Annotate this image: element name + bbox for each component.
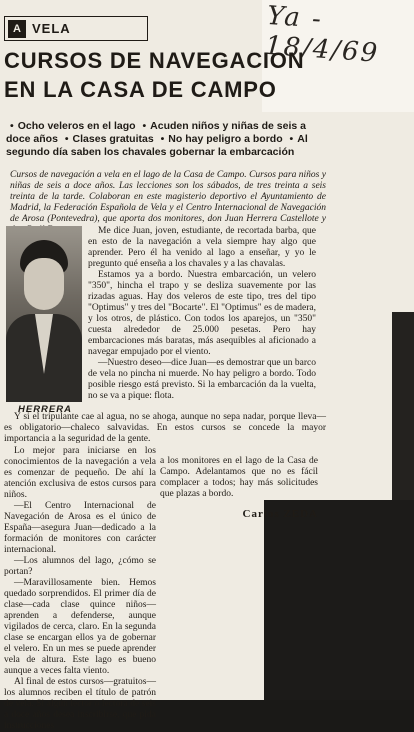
paragraph: Y si el tripulante cae al agua, no se ahoga, aunque no sepa nadar, porque lleva—es obligatorio—chaleco salvavidas. En estos cursos se concede la mayor importancia a la seguridad de la gente. bbox=[4, 412, 326, 444]
paragraph: Me dice Juan, joven, estudiante, de recortada barba, que en esto de la navegación a vela siempre hay algo que aprender. Pero él ha venido al lago a enseñar, y yo le pregunto qué enseña a los chavales y a las chavalas. bbox=[88, 226, 316, 269]
paragraph: —Nuestro deseo—dice Juan—es demostrar que un barco de vela no pincha ni muerde. No hay peligro a bordo. Todo posible riesgo está previsto. Si la embarcación da la vuelta, no se va a pique: flota. bbox=[88, 358, 316, 401]
body-full-width bbox=[4, 412, 326, 445]
background-surface bbox=[264, 500, 414, 700]
subhead-5: Al segundo día saben los chavales gobernar la embarcación bbox=[6, 133, 308, 158]
headline bbox=[4, 46, 334, 104]
subhead-2: Acuden niños y niñas de seis a doce años bbox=[6, 120, 306, 145]
subhead-3: Clases gratuitas bbox=[72, 133, 154, 145]
newspaper-logo-icon: A bbox=[8, 20, 26, 38]
body-column-left bbox=[4, 446, 156, 732]
paragraph: a los monitores en el lago de la Casa de Campo. Adelantamos que no es fácil complacer a todos; hay más solicitudes que plazas a bordo. bbox=[160, 455, 318, 499]
subhead-4: No hay peligro a bordo bbox=[168, 133, 283, 145]
author-signature: Carlos ZEDA bbox=[242, 508, 318, 520]
paragraph: —El Centro Internacional de Navegación de Arosa es el único de España—asegura Juan—dedicado a la formación de monitores con carácter internacional. bbox=[4, 501, 156, 555]
body-column-middle bbox=[160, 446, 318, 520]
section-header bbox=[4, 16, 148, 41]
body-column-right bbox=[88, 226, 316, 402]
paragraph: Estamos ya a bordo. Nuestra embarcación, un velero "350", hincha el trapo y se desliza suavemente por las rizadas aguas. Hay dos veleros de este tipo, tres del tipo "Optimus" y tres del "Bocarte". El "Optimus" es de madera, y los otros, de plástico. Con todos los aparejos, un "350" cuesta alrededor de 25.000 pesetas. Pero hay embarcaciones más baratas, más asequibles al aficionado a navegar empujado por el viento. bbox=[88, 270, 316, 357]
paragraph: —Maravillosamente bien. Hemos quedado sorprendidos. El primer día de clase—cada clase quince niños—aprenden a defenderse, aunque vigilados de cerca, claro. En la segunda clase se encargan ellos ya de gobernar el velero. En un mes se puede aprender vela de altura. Este lago es bueno aunque a veces falta viento. bbox=[4, 578, 156, 676]
portrait-photo bbox=[6, 226, 82, 402]
section-label: VELA bbox=[32, 21, 71, 36]
background-edge bbox=[392, 312, 414, 500]
paragraph: Lo mejor para iniciarse en los conocimientos de la navegación a vela es comenzar de pequeño. De ahí la atención exclusiva de estos cursos para niños. bbox=[4, 446, 156, 500]
subheadings: • Ocho veleros en el lago • Acuden niños y niñas de seis a doce años • Clases gratuitas • No hay peligro a bordo • Al segundo día saben los chavales gobernar la embarcación bbox=[6, 120, 308, 158]
photo-caption: HERRERA bbox=[18, 404, 72, 415]
handwritten-date: Ya - 18/4/69 bbox=[264, 0, 381, 69]
paragraph: —Los alumnos del lago, ¿cómo se portan? bbox=[4, 556, 156, 577]
headline-line-1: CURSOS DE NAVEGACION bbox=[4, 48, 305, 73]
subhead-1: Ocho veleros en el lago bbox=[17, 120, 136, 132]
headline-line-2: EN LA CASA DE CAMPO bbox=[4, 77, 277, 102]
lead-paragraph: Cursos de navegación a vela en el lago de la Casa de Campo. Cursos para niños y niñas de seis a doce años. Las lecciones son los sábados, de tres treinta a seis treinta de la tarde. Colaboran en este magisterio deportivo el Ayuntamiento de Madrid, la Federación Española de Vela y el Centro Internacional de Navegación de Arosa (Pontevedra), que aporta dos monitores, don Juan Herrera Castellote y bbox=[10, 170, 326, 224]
paragraph: Al final de estos cursos—gratuitos—los alumnos reciben el título de patrón de vela. Si algún lector o lectora de seis a doce años desea inscribirse, que pida instrucciones bbox=[4, 677, 156, 731]
